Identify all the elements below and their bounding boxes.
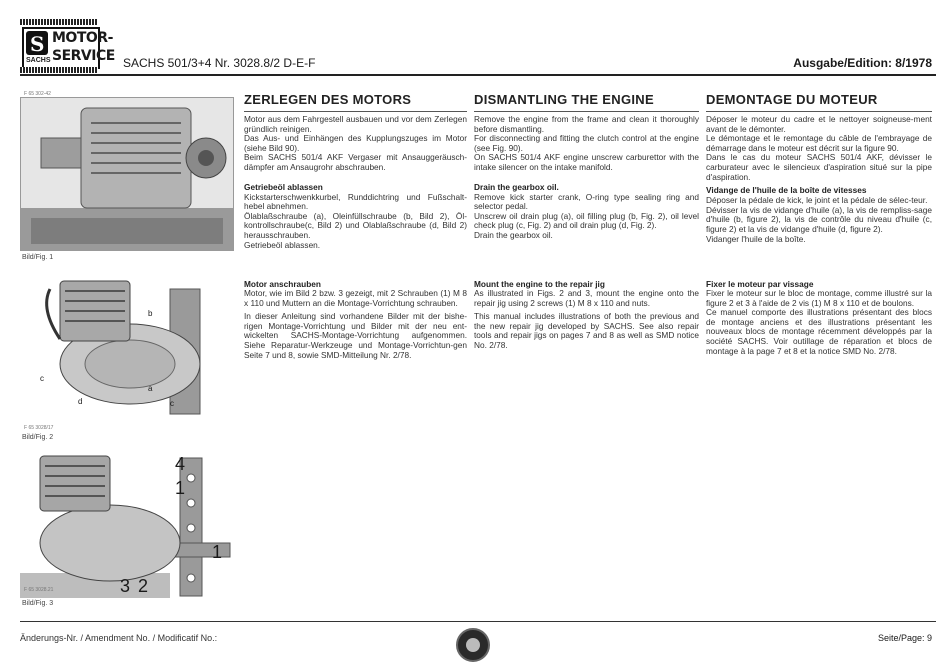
de-p1: Motor aus dem Fahrgestell ausbauen und vor dem Zerlegen gründlich reinigen. xyxy=(244,114,467,134)
sachs-emblem-icon: S xyxy=(26,31,48,55)
fig3-label-3: 3 xyxy=(120,576,131,596)
column-de xyxy=(244,92,467,250)
fig1-photo xyxy=(20,97,234,251)
fr-p3: Dans le cas du moteur SACHS 501/4 AKF, dévisser le carburateur avec le silencieux d'aspiration situé sur la pipe d'aspiration. xyxy=(706,152,932,182)
model-number: SACHS 501/3+4 Nr. 3028.8/2 D-E-F xyxy=(123,56,316,70)
sachs-motor-service-logo xyxy=(22,27,115,69)
fr-p2: Le démontage et le remontage du câble de l'embrayage de démarrage dans le moteur est décrit sur la figure 90. xyxy=(706,133,932,153)
fig3-caption: Bild/Fig. 3 xyxy=(22,600,54,607)
fig2-label-c2: c xyxy=(40,374,44,383)
fig2-caption: Bild/Fig. 2 xyxy=(22,434,54,441)
fr-p5: Dévisser la vis de vidange d'huile (a), la vis de rempliss-sage d'huile (b, figure 2), la vis de contrôle du niveau d'huile (c, figure 2) et la vis de vidange d'huile (d, figure 2). xyxy=(706,204,932,234)
column-de-2 xyxy=(244,279,467,360)
heading-en: DISMANTLING THE ENGINE xyxy=(474,92,654,107)
fig2-label-d: d xyxy=(78,397,83,406)
header-rule xyxy=(20,74,936,76)
logo-stripe-top xyxy=(20,19,98,25)
heading-fr: DEMONTAGE DU MOTEUR xyxy=(706,92,878,107)
fig1-code: F 65 302-42 xyxy=(24,91,51,97)
fig1-caption: Bild/Fig. 1 xyxy=(22,254,54,261)
column-en-2 xyxy=(474,279,699,351)
en-p4: Remove kick starter crank, O-ring type sealing ring and selector pedal. xyxy=(474,191,699,212)
column-en xyxy=(474,92,699,241)
de-p7: Motor, wie im Bild 2 bzw. 3 gezeigt, mit 2 Schrauben (1) M 8 x 110 und Muttern an die Montage-Vorrichtung schrauben. xyxy=(244,288,467,308)
engine-photo-fig1 xyxy=(21,98,233,250)
en-sub1: Drain the gearbox oil. xyxy=(474,181,559,192)
fig3-code: F 65 3028.21 xyxy=(24,587,54,593)
de-p4: Kickstarterschwenkkurbel, Runddichtring und Fußschalt-hebel abnehmen. xyxy=(244,191,467,212)
fr-p1: Déposer le moteur du cadre et le nettoyer soigneuse-ment avant de le démonter. xyxy=(706,114,932,134)
de-p5: Ölablaßschraube (a), Oleinfüllschraube (b, Bild 2), Öl-kontrollschraube(c, Bild 2) und Olablaßschraube (d, Bild 2) herausschrauben. xyxy=(244,210,467,240)
en-p3: On SACHS 501/4 AKF engine unscrew carburettor with the intake silencer on the intake manifold. xyxy=(474,152,699,172)
amendment-label: Änderungs-Nr. / Amendment No. / Modificatif No.: xyxy=(20,633,218,643)
heading-rule-en xyxy=(474,111,699,112)
en-p6: Drain the gearbox oil. xyxy=(474,229,553,240)
logo-line-2: SERVICE xyxy=(52,48,115,64)
de-p2: Das Aus- und Einhängen des Kupplungszuges im Motor (siehe Bild 90). xyxy=(244,133,467,153)
fig3-photo xyxy=(20,448,232,598)
edition: Ausgabe/Edition: 8/1978 xyxy=(793,56,932,70)
seal-icon xyxy=(456,628,490,662)
en-p7: As illustrated in Figs. 2 and 3, mount the engine onto the repair jig using 2 screws (1) M 8 x 110 and nuts. xyxy=(474,288,699,308)
page-number: Seite/Page: 9 xyxy=(877,633,932,643)
fig3-label-1b: 1 xyxy=(212,542,223,562)
en-p2: For disconnecting and fitting the clutch control at the engine (see Fig. 90). xyxy=(474,133,699,153)
logo-brand: SACHS xyxy=(26,57,51,64)
fr-sub1: Vidange de l'huile de la boîte de vitesses xyxy=(706,185,867,196)
fr-p7: Fixer le moteur sur le bloc de montage, comme illustré sur la figure 2 et 3 à l'aide de 2 vis (1) M 8 x 110 et de boulons. xyxy=(706,288,932,308)
fr-p4: Déposer la pédale de kick, le joint et la pédale de sélec-teur. xyxy=(706,195,928,206)
en-p1: Remove the engine from the frame and clean it thoroughly before dismantling. xyxy=(474,114,699,134)
de-p3: Beim SACHS 501/4 AKF Vergaser mit Ansauggeräusch-dämpfer am Ansaugrohr abschrauben. xyxy=(244,152,467,172)
de-sub1: Getriebeöl ablassen xyxy=(244,181,323,192)
fig2-label-b: b xyxy=(148,309,153,318)
fig3-label-2: 2 xyxy=(138,576,149,596)
de-p8: In dieser Anleitung sind vorhandene Bilder mit der bishe-rigen Montage-Vorrichtung und Bilder mit der neu ent-wickelten SACHS-Montage-Vorrichtung aufgenommen. Siehe Reparatur-Werkzeuge und Montage-Vorrichtun-gen Seite 7 und 8, sowie SMD-Mitteilung Nr. 2/78. xyxy=(244,311,467,360)
fr-p6: Vidanger l'huile de la boîte. xyxy=(706,233,806,244)
logo-line-1: MOTOR- xyxy=(52,30,113,46)
heading-rule-fr xyxy=(706,111,932,112)
en-p8: This manual includes illustrations of both the previous and the new repair jig developed by SACHS. See also repair tools and repair jigs on pages 7 and 8 as well as SMD notice No. 2/78. xyxy=(474,311,699,350)
fig2-code: F 65 3028/17 xyxy=(24,425,54,431)
de-sub2: Motor anschrauben xyxy=(244,279,321,289)
heading-rule-de xyxy=(244,111,467,112)
fig3-label-1: 1 xyxy=(175,478,186,498)
footer-rule xyxy=(20,621,936,622)
engine-photo-fig2 xyxy=(20,269,232,419)
fig2-photo xyxy=(20,269,232,419)
fig2-label-c: c xyxy=(170,399,174,408)
heading-de: ZERLEGEN DES MOTORS xyxy=(244,92,412,107)
column-fr-2 xyxy=(706,279,932,356)
logo-stripe-bottom xyxy=(20,67,98,73)
en-p5: Unscrew oil drain plug (a), oil filling plug (b, Fig. 2), oil level check plug (c, Fig. 2) and oil drain plug (d, Fig. 2). xyxy=(474,210,699,231)
en-sub2: Mount the engine to the repair jig xyxy=(474,279,605,289)
de-p6: Getriebeöl ablassen. xyxy=(244,239,321,250)
fr-sub2: Fixer le moteur par vissage xyxy=(706,279,814,289)
fig2-label-a: a xyxy=(148,384,153,393)
fr-p8: Ce manuel comporte des illustrations présentant des blocs de montage anciens et des illustrations présentant les nouveaux blocs de montage récemment développés par la société SACHS. Voir outillage de réparation et blocs de montage à la page 7 et 8 et la notice SMD No. 2/78. xyxy=(706,307,932,356)
fig3-label-4: 4 xyxy=(175,454,186,474)
column-fr xyxy=(706,92,932,244)
